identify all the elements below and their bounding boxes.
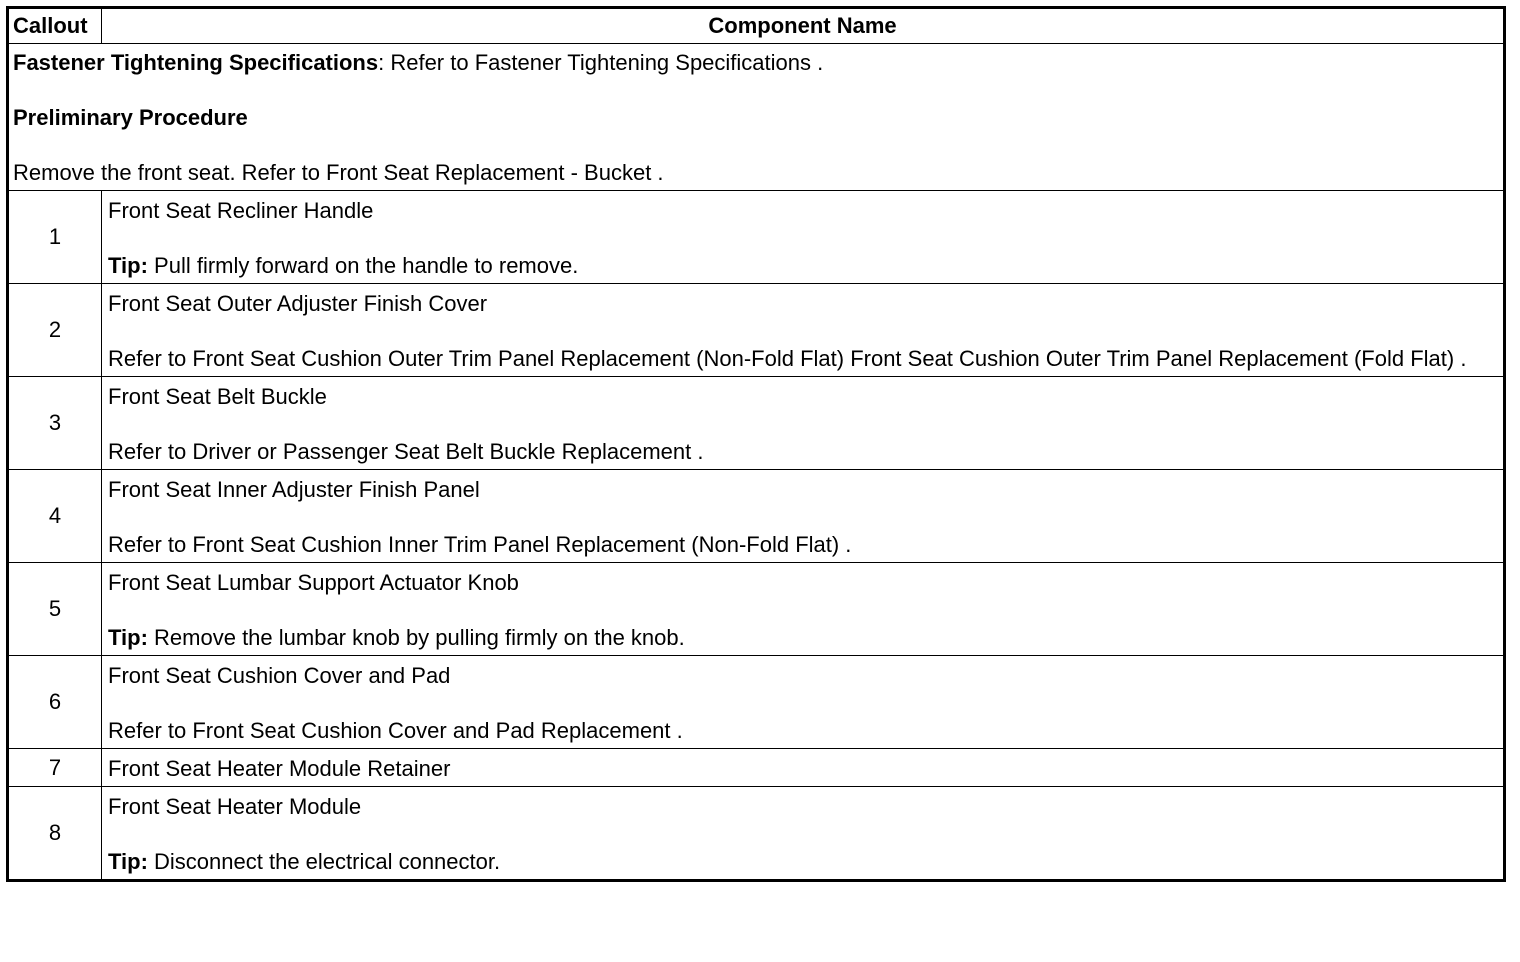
preliminary-row [8,44,1505,191]
component-cell [102,656,1505,749]
fastener-spec-text: : Refer to Fastener Tightening Specifications . [378,50,824,75]
component-cell [102,749,1505,787]
fastener-spec-line [13,50,1499,76]
component-name: Front Seat Heater Module [108,794,362,819]
component-name: Front Seat Recliner Handle [108,198,374,223]
fastener-spec-label: Fastener Tightening Specifications [13,50,379,75]
component-name: Front Seat Outer Adjuster Finish Cover [108,291,488,316]
callout-number: 6 [8,656,102,749]
tip-label: Tip: [108,625,148,650]
component-name: Front Seat Belt Buckle [108,384,327,409]
table-row [8,787,1505,881]
component-note: Refer to Front Seat Cushion Outer Trim Panel Replacement (Non-Fold Flat) Front Seat Cushion Outer Trim Panel Replacement (Fold Flat) . [108,346,1467,371]
component-note [108,849,1497,875]
component-note [108,625,1497,651]
preliminary-procedure-text: Remove the front seat. Refer to Front Seat Replacement - Bucket . [13,160,664,185]
component-name: Front Seat Heater Module Retainer [108,756,451,781]
component-name-column-header: Component Name [102,8,1505,44]
table-row [8,377,1505,470]
preliminary-cell [8,44,1505,191]
tip-text: Disconnect the electrical connector. [147,849,501,874]
callout-number: 7 [8,749,102,787]
component-cell [102,787,1505,881]
table-row [8,563,1505,656]
component-note [108,253,1497,279]
callout-number: 8 [8,787,102,881]
component-cell [102,563,1505,656]
callout-number: 5 [8,563,102,656]
table-row [8,470,1505,563]
callout-number: 1 [8,191,102,284]
component-cell [102,191,1505,284]
component-note: Refer to Driver or Passenger Seat Belt Buckle Replacement . [108,439,704,464]
component-table [6,6,1506,882]
component-note: Refer to Front Seat Cushion Inner Trim Panel Replacement (Non-Fold Flat) . [108,532,852,557]
table-header-row [8,8,1505,44]
tip-label: Tip: [108,253,148,278]
table-row [8,656,1505,749]
callout-number: 4 [8,470,102,563]
component-name: Front Seat Cushion Cover and Pad [108,663,451,688]
preliminary-procedure-heading: Preliminary Procedure [13,105,248,130]
component-cell [102,470,1505,563]
table-row [8,191,1505,284]
table-row [8,284,1505,377]
component-cell [102,377,1505,470]
component-cell [102,284,1505,377]
component-note: Refer to Front Seat Cushion Cover and Pad Replacement . [108,718,683,743]
callout-number: 2 [8,284,102,377]
tip-text: Pull firmly forward on the handle to remove. [147,253,579,278]
tip-label: Tip: [108,849,148,874]
table-row [8,749,1505,787]
callout-column-header: Callout [8,8,102,44]
tip-text: Remove the lumbar knob by pulling firmly on the knob. [147,625,685,650]
component-name: Front Seat Lumbar Support Actuator Knob [108,570,519,595]
component-name: Front Seat Inner Adjuster Finish Panel [108,477,480,502]
callout-number: 3 [8,377,102,470]
component-table-container [6,6,1506,882]
